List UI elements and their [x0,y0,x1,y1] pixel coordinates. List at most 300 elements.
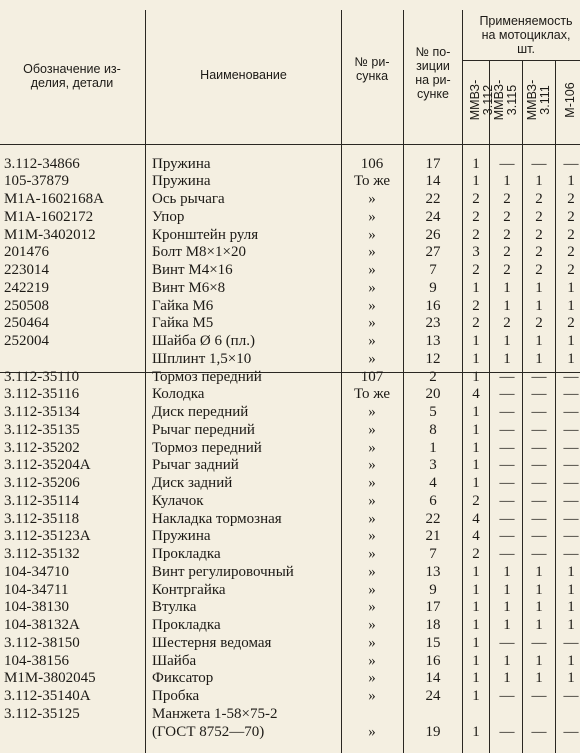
cell-b: — [499,492,515,509]
cell-fig: » [368,563,376,580]
cell-pos: 9 [429,581,437,598]
cell-name: Фиксатор [152,670,214,687]
cell-name: Шайба Ø 6 (пл.) [152,333,255,349]
cell-d: 1 [567,581,575,598]
cell-name: Диск передний [152,404,249,420]
cell-fig: » [368,475,376,491]
cell-b: 1 [503,617,511,633]
cell-name: Кронштейн руля [152,226,259,243]
cell-name: Контргайка [152,581,226,598]
table-row [0,369,580,387]
cell-fig: » [368,492,376,509]
cell-des: 3.112-35135 [4,421,80,438]
cell-d: — [563,723,579,740]
cell-des: 3.112-35132 [4,546,80,562]
cell-name: Винт регулировочный [152,563,294,580]
table-row [0,688,580,706]
cell-c: — [531,634,547,651]
cell-d: — [563,386,579,403]
cell-c: — [531,510,547,527]
cell-b: 2 [503,208,511,225]
cell-des: 3.112-35114 [4,492,80,509]
cell-a: 2 [472,546,480,562]
cell-c: 2 [535,191,543,207]
cell-fig: » [368,262,376,278]
cell-d: 1 [567,333,575,349]
cell-pos: 1 [429,439,437,456]
cell-name: Болт М8×1×20 [152,244,246,261]
cell-pos: 24 [425,208,441,225]
cell-d: — [563,421,579,438]
cell-c: 1 [535,670,543,687]
cell-name: Шайба [152,652,197,669]
cell-name: Диск задний [152,475,233,491]
header-designation: Обозначение из- делия, детали [23,62,121,90]
table-row [0,386,580,404]
cell-fig: » [368,297,376,314]
header-model: ММВЗ- 3.115 [492,79,519,121]
cell-a: 1 [472,333,480,349]
table-row [0,422,580,440]
cell-fig: » [368,279,376,296]
cell-b: — [499,404,515,420]
cell-fig: » [368,670,376,687]
cell-c: 1 [535,350,543,367]
cell-d: — [563,155,579,172]
cell-d: — [563,439,579,456]
cell-a: 1 [472,279,480,296]
cell-d: — [563,688,579,704]
table-row [0,404,580,422]
cell-b: — [499,368,515,385]
cell-fig: » [368,528,376,545]
cell-des: 3.112-35110 [4,368,80,385]
cell-pos: 22 [425,191,441,207]
cell-a: 1 [472,599,480,616]
cell-b: 1 [503,333,511,349]
cell-c: 2 [535,226,543,243]
cell-a: 1 [472,350,480,367]
grid-line [462,60,580,61]
table-row [0,244,580,262]
cell-a: 2 [472,226,480,243]
cell-d: — [563,510,579,527]
cell-pos: 15 [425,634,441,651]
table-row [0,564,580,582]
cell-b: 1 [503,652,511,669]
cell-d: 2 [567,262,575,278]
cell-b: 2 [503,315,511,332]
cell-pos: 17 [425,599,441,616]
cell-a: 3 [472,244,480,261]
header-model: ММВЗ- 3.112 [468,79,495,121]
table-row [0,315,580,333]
cell-b: — [499,457,515,474]
table-row [0,493,580,511]
cell-pos: 4 [429,475,437,491]
cell-a: 2 [472,208,480,225]
cell-d: — [563,457,579,474]
cell-a: 1 [472,723,480,740]
table-row [0,227,580,245]
cell-d: — [563,634,579,651]
cell-b: 1 [503,581,511,598]
cell-a: 1 [472,155,480,172]
cell-b: 2 [503,191,511,207]
cell-d: 2 [567,191,575,207]
cell-a: 2 [472,262,480,278]
cell-c: — [531,368,547,385]
cell-b: — [499,421,515,438]
cell-fig: » [368,617,376,633]
header-name: Наименование [200,68,287,82]
cell-name: Шплинт 1,5×10 [152,350,252,367]
cell-d: 2 [567,208,575,225]
cell-c: 1 [535,297,543,314]
header-model: М-106 [563,82,577,118]
cell-d: 1 [567,599,575,616]
cell-des: 250508 [4,297,49,314]
cell-name: Пружина [152,528,211,545]
cell-c: 2 [535,315,543,332]
cell-pos: 21 [425,528,441,545]
cell-name: Тормоз передний [152,368,262,385]
cell-a: 1 [472,563,480,580]
cell-des: 3.112-34866 [4,155,80,172]
cell-pos: 26 [425,226,441,243]
cell-pos: 16 [425,652,441,669]
cell-b: 1 [503,670,511,687]
cell-pos: 18 [425,617,441,633]
table-row [0,191,580,209]
cell-c: 2 [535,262,543,278]
cell-d: 1 [567,652,575,669]
cell-c: — [531,688,547,704]
cell-name: Шестерня ведомая [152,634,272,651]
cell-name: Прокладка [152,546,221,562]
cell-fig: » [368,439,376,456]
cell-b: 1 [503,279,511,296]
cell-d: 1 [567,670,575,687]
cell-d: 1 [567,563,575,580]
cell-pos: 23 [425,315,441,332]
cell-b: 1 [503,563,511,580]
cell-des: 105-37879 [4,173,69,190]
cell-name: Колодка [152,386,205,403]
cell-pos: 12 [425,350,441,367]
cell-des: 3.112-38150 [4,634,80,651]
cell-c: 1 [535,333,543,349]
cell-pos: 13 [425,333,441,349]
cell-fig: » [368,350,376,367]
cell-b: — [499,510,515,527]
table-row [0,262,580,280]
cell-name: Тормоз передний [152,439,262,456]
cell-pos: 7 [429,546,437,562]
table-row [0,156,580,174]
table-row [0,173,580,191]
cell-des: 201476 [4,244,49,261]
cell-fig: » [368,226,376,243]
table-row [0,635,580,653]
cell-name: Пробка [152,688,200,704]
cell-d: — [563,546,579,562]
cell-des: 3.112-35202 [4,439,80,456]
cell-c: 1 [535,599,543,616]
cell-fig: » [368,688,376,704]
cell-b: 2 [503,226,511,243]
cell-c: 1 [535,617,543,633]
table-row [0,599,580,617]
cell-des: 252004 [4,333,49,349]
header-model: ММВЗ- 3.111 [525,79,552,121]
cell-c: — [531,546,547,562]
cell-fig: 106 [360,155,384,172]
table-row [0,724,580,742]
header-applicability: Применяемость на мотоциклах, шт. [479,14,573,56]
cell-a: 1 [472,634,480,651]
cell-pos: 22 [425,510,441,527]
cell-c: 1 [535,173,543,190]
cell-des: 3.112-35123А [4,528,91,545]
cell-name: Рычаг задний [152,457,239,474]
cell-c: — [531,492,547,509]
header-divider [0,144,580,145]
cell-d: 1 [567,297,575,314]
table-row [0,706,580,724]
cell-a: 2 [472,315,480,332]
cell-a: 1 [472,688,480,704]
table-row [0,333,580,351]
cell-des: 3.112-35140А [4,688,91,704]
table-row [0,511,580,529]
cell-a: 1 [472,652,480,669]
cell-d: — [563,492,579,509]
cell-pos: 8 [429,421,437,438]
cell-d: 1 [567,173,575,190]
cell-fig: » [368,208,376,225]
table-row [0,475,580,493]
cell-name: Гайка М6 [152,297,214,314]
cell-a: 1 [472,368,480,385]
cell-fig: » [368,191,376,207]
table-row [0,528,580,546]
table-row [0,670,580,688]
cell-a: 1 [472,421,480,438]
cell-fig: » [368,457,376,474]
cell-a: 1 [472,457,480,474]
cell-a: 1 [472,475,480,491]
cell-fig: » [368,652,376,669]
cell-d: 2 [567,315,575,332]
cell-pos: 20 [425,386,441,403]
cell-name: Пружина [152,155,211,172]
cell-a: 4 [472,528,480,545]
cell-d: 1 [567,279,575,296]
cell-c: — [531,421,547,438]
cell-b: 2 [503,244,511,261]
cell-pos: 3 [429,457,437,474]
cell-fig: » [368,546,376,562]
cell-des: 3.112-35118 [4,510,80,527]
cell-fig: » [368,510,376,527]
cell-b: 1 [503,350,511,367]
cell-des: 3.112-35125 [4,705,80,722]
cell-c: 1 [535,563,543,580]
cell-c: — [531,155,547,172]
cell-des: 104-34711 [4,581,69,598]
cell-d: 2 [567,226,575,243]
cell-des: 250464 [4,315,49,332]
cell-des: 3.112-35116 [4,386,80,403]
cell-c: 1 [535,652,543,669]
cell-b: — [499,386,515,403]
cell-fig: » [368,333,376,349]
cell-c: — [531,723,547,740]
cell-b: — [499,634,515,651]
cell-a: 1 [472,670,480,687]
cell-fig: » [368,723,376,740]
cell-fig: 107 [360,368,384,385]
cell-pos: 19 [425,723,441,740]
cell-b: — [499,155,515,172]
cell-name: Рычаг передний [152,421,255,438]
cell-pos: 14 [425,670,441,687]
cell-pos: 5 [429,404,437,420]
cell-b: — [499,723,515,740]
cell-d: 1 [567,617,575,633]
cell-d: — [563,368,579,385]
cell-name: Манжета 1-58×75-2 [152,705,278,722]
cell-des: М1М-3402012 [4,226,96,243]
cell-b: — [499,475,515,491]
cell-des: 104-38132А [4,617,80,633]
cell-d: 2 [567,244,575,261]
cell-c: — [531,528,547,545]
cell-des: 3.112-35134 [4,404,80,420]
table-row [0,653,580,671]
cell-name: Прокладка [152,617,221,633]
table-row [0,280,580,298]
cell-pos: 7 [429,262,437,278]
cell-name: Втулка [152,599,197,616]
cell-fig: » [368,599,376,616]
cell-a: 1 [472,439,480,456]
cell-a: 1 [472,404,480,420]
cell-des: 104-38130 [4,599,69,616]
cell-c: 1 [535,279,543,296]
cell-a: 2 [472,492,480,509]
cell-des: 104-34710 [4,563,69,580]
cell-d: — [563,475,579,491]
cell-name: (ГОСТ 8752—70) [152,723,265,740]
cell-c: 2 [535,208,543,225]
cell-fig: » [368,244,376,261]
cell-a: 2 [472,297,480,314]
cell-d: 1 [567,350,575,367]
cell-d: — [563,404,579,420]
cell-des: М1А-1602172 [4,208,94,225]
cell-des: М1А-1602168А [4,191,104,207]
cell-name: Гайка М5 [152,315,214,332]
cell-des: 242219 [4,279,49,296]
cell-des: 104-38156 [4,652,69,669]
cell-a: 2 [472,191,480,207]
cell-c: — [531,475,547,491]
cell-pos: 16 [425,297,441,314]
cell-a: 1 [472,173,480,190]
cell-pos: 2 [429,368,437,385]
cell-pos: 6 [429,492,437,509]
cell-c: — [531,386,547,403]
cell-name: Винт М4×16 [152,262,233,278]
table-row [0,582,580,600]
cell-name: Ось рычага [152,191,225,207]
table-row [0,298,580,316]
cell-c: 2 [535,244,543,261]
cell-b: — [499,688,515,704]
cell-name: Накладка тормозная [152,510,282,527]
cell-fig: » [368,581,376,598]
cell-pos: 17 [425,155,441,172]
cell-name: Пружина [152,173,211,190]
cell-name: Кулачок [152,492,204,509]
cell-pos: 14 [425,173,441,190]
cell-a: 1 [472,617,480,633]
cell-pos: 13 [425,563,441,580]
table-row [0,546,580,564]
cell-des: М1М-3802045 [4,670,96,687]
table-row [0,617,580,635]
header-figure-no: № ри- сунка [354,55,390,83]
cell-a: 4 [472,386,480,403]
cell-b: — [499,546,515,562]
cell-fig: » [368,315,376,332]
cell-b: 2 [503,262,511,278]
cell-b: 1 [503,297,511,314]
cell-c: 1 [535,581,543,598]
cell-pos: 24 [425,688,441,704]
cell-b: 1 [503,173,511,190]
cell-des: 223014 [4,262,49,278]
cell-fig: » [368,404,376,420]
cell-des: 3.112-35206 [4,475,80,491]
cell-pos: 9 [429,279,437,296]
cell-c: — [531,404,547,420]
cell-b: — [499,439,515,456]
cell-fig: » [368,634,376,651]
cell-b: — [499,528,515,545]
cell-fig: То же [353,173,391,190]
cell-fig: » [368,421,376,438]
header-position-no: № по- зиции на ри- сунке [415,45,451,101]
cell-name: Упор [152,208,185,225]
table-row [0,209,580,227]
cell-c: — [531,439,547,456]
cell-fig: То же [353,386,391,403]
cell-name: Винт М6×8 [152,279,226,296]
table-row [0,440,580,458]
cell-c: — [531,457,547,474]
cell-pos: 27 [425,244,441,261]
table-row [0,351,580,369]
table-row [0,457,580,475]
cell-b: 1 [503,599,511,616]
cell-des: 3.112-35204А [4,457,91,474]
cell-d: — [563,528,579,545]
cell-a: 1 [472,581,480,598]
cell-a: 4 [472,510,480,527]
